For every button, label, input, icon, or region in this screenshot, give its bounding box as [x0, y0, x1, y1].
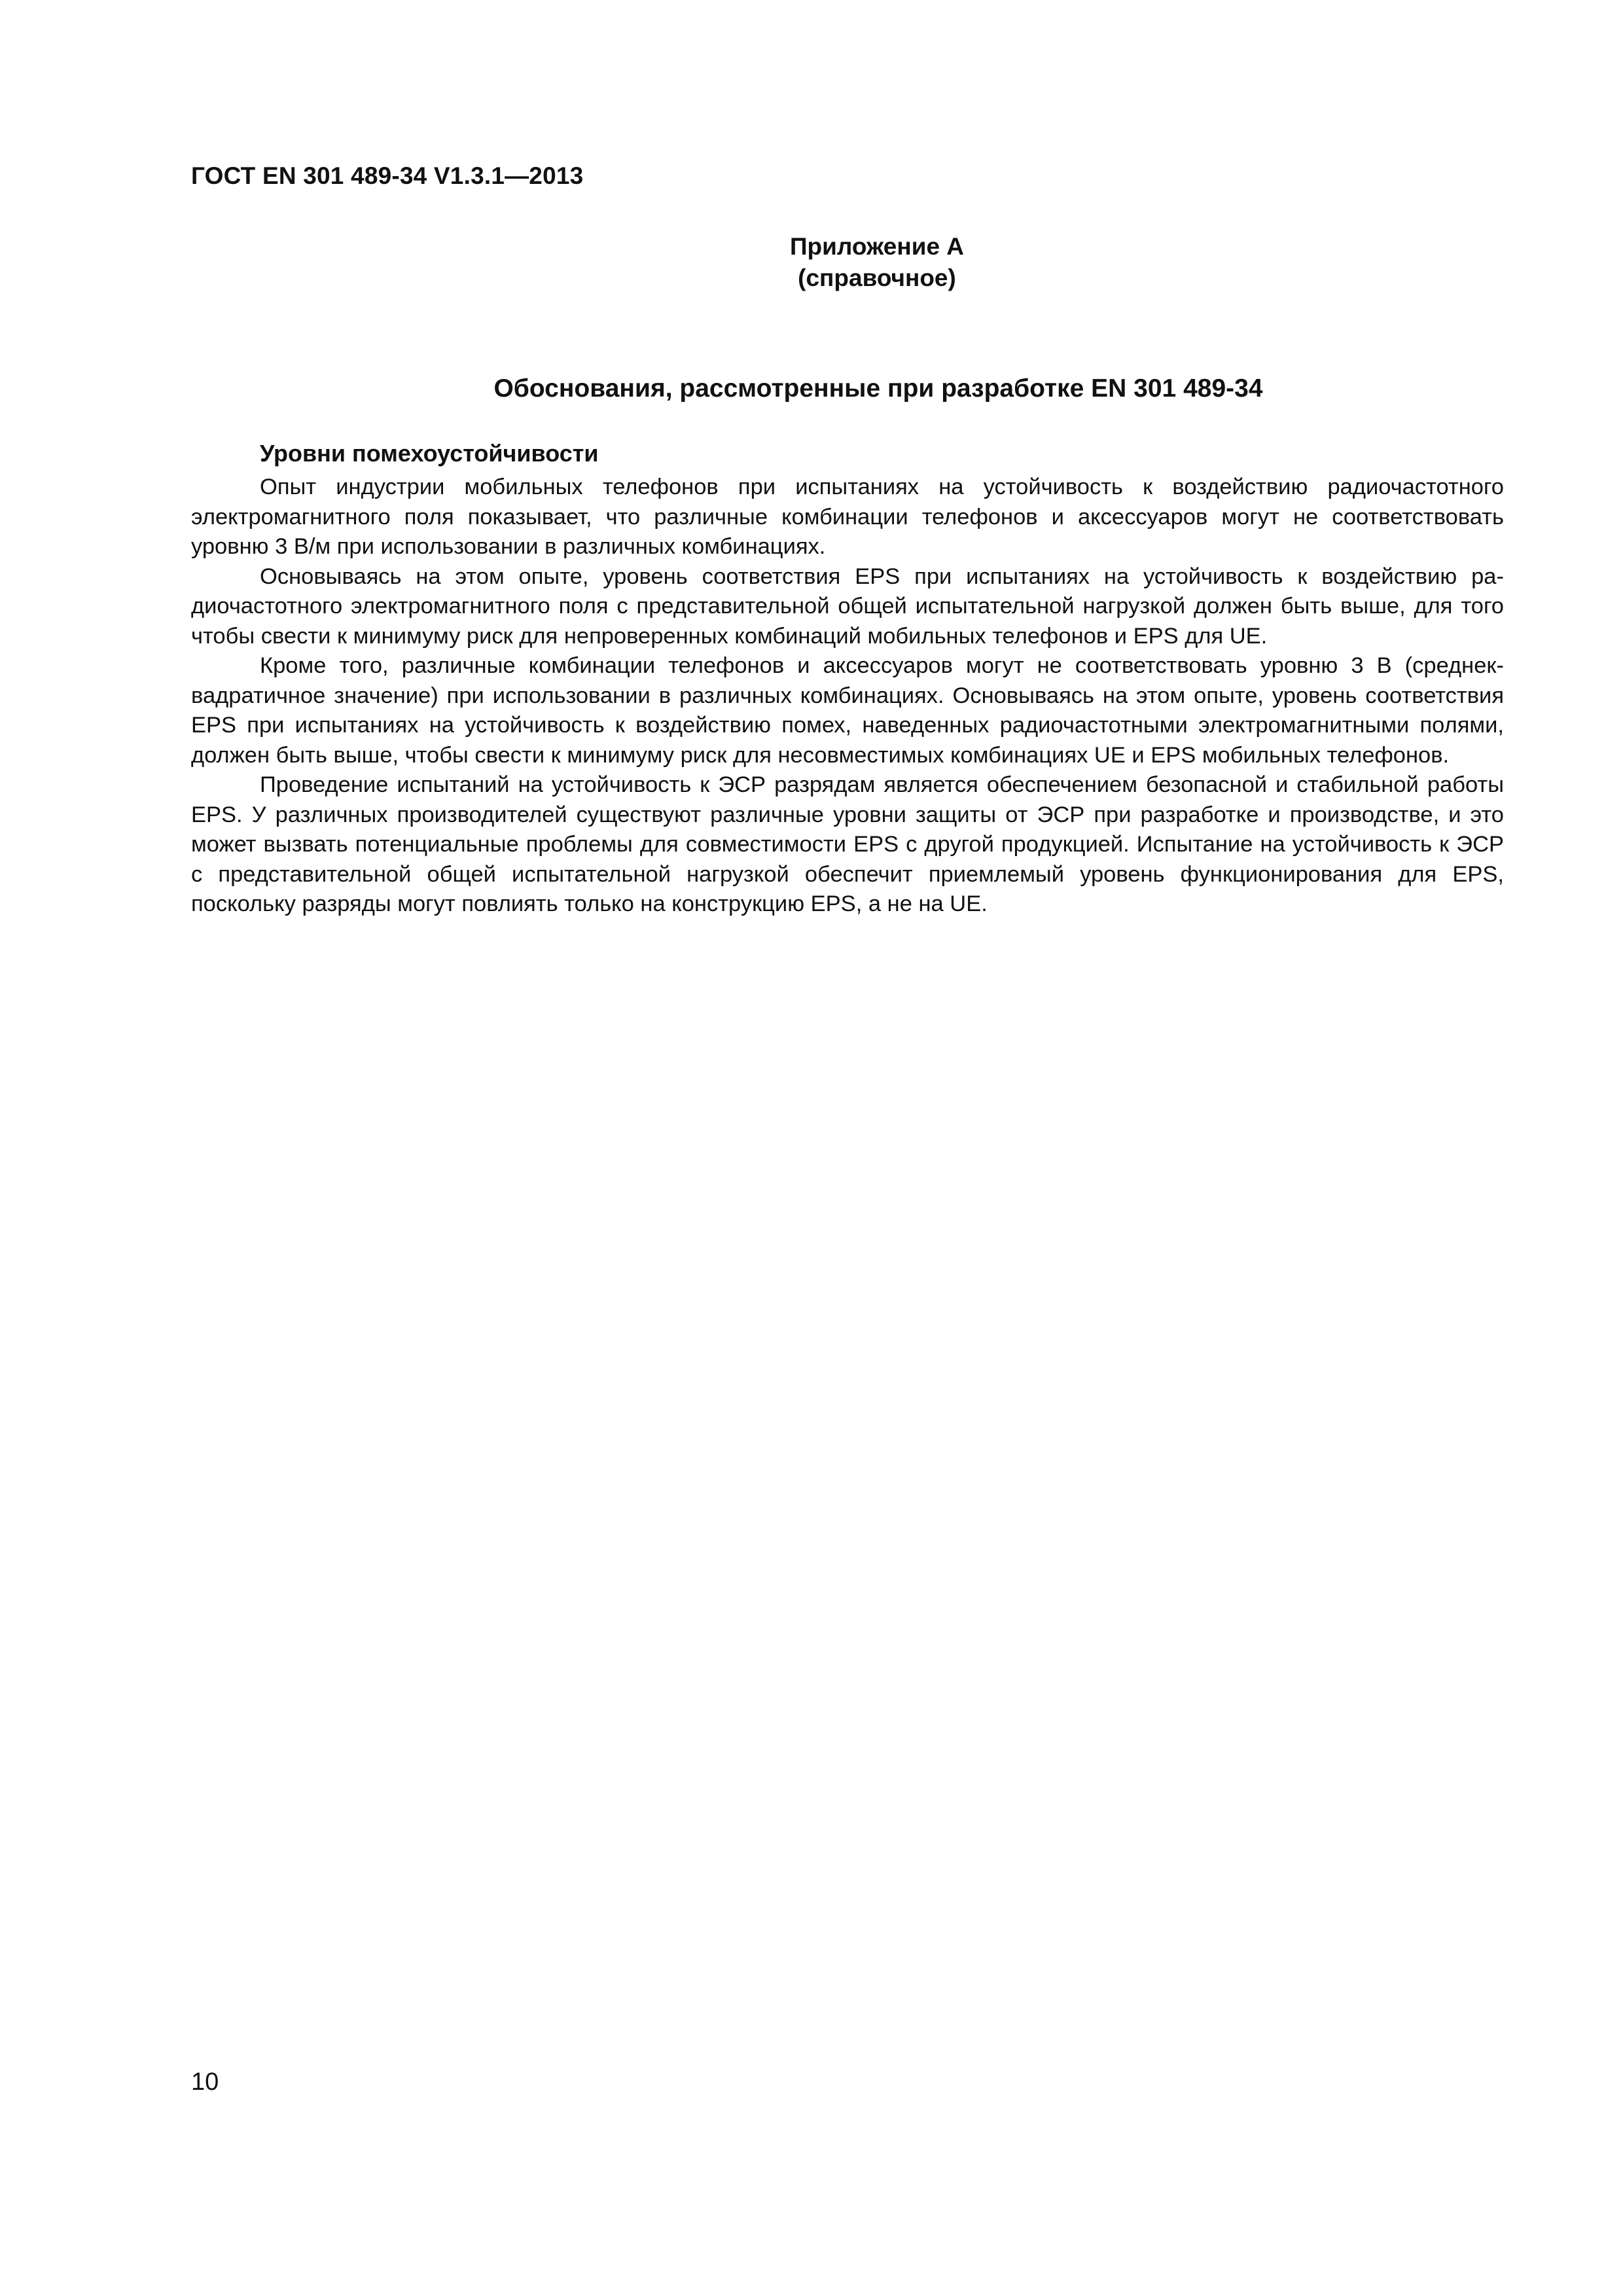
section-title-wrapper: [191, 374, 1513, 403]
annex-heading: [707, 231, 1047, 294]
paragraph-4: Проведение испытаний на устойчивость к ЭСР разрядам является обеспечением безопасной и стабильной работы EPS. У различных производителей существуют различные уровни защиты от ЭСР при разработке и производстве, и это может вызвать потенциальные проблемы для совместимости EPS с другой продукцией. Испытание на устойчивость к ЭСР с представительной общей испытательной нагрузкой обеспечит приемлемый уровень функционирования для EPS, поскольку разряды могут повлиять только на конструкцию EPS, а не на UE.: [191, 772, 1504, 916]
paragraph-3: Кроме того, различные комбинации телефонов и аксессуаров могут не соответствовать уровню 3 В (среднеквадратичное значение) при использовании в различных комбинациях. Основываясь на этом опыте, уровень соответствия EPS при испытаниях на устойчивость к воздействию помех, наведенных радиочастотными электромагнитными полями, должен быть выше, чтобы свести к минимуму риск для несовместимых комбинациях UE и EPS мобильных телефонов.: [191, 653, 1504, 768]
page-number: 10: [191, 2068, 219, 2096]
body-text: [191, 473, 1504, 920]
paragraph-2: Основываясь на этом опыте, уровень соответствия EPS при испытаниях на устойчивость к воздействию радиочастотного электромагнитного поля с представительной общей испытательной нагрузкой должен быть выше, для того чтобы свести к минимуму риск для непроверенных комбинаций мобильных телефонов и EPS для UE.: [191, 564, 1504, 649]
annex-status: (справочное): [798, 264, 956, 291]
paragraph-1: Опыт индустрии мобильных телефонов при испытаниях на устойчивость к воздействию радиочастотного электромагнитного поля показывает, что различные комбинации телефонов и аксессуаров могут не соответствовать уровню 3 В/м при использовании в различных комбинациях.: [191, 475, 1504, 559]
section-title: Обоснования, рассмотренные при разработке EN 301 489-34: [493, 374, 1263, 403]
subheading: Уровни помехоустойчивости: [260, 440, 599, 467]
document-header: ГОСТ EN 301 489-34 V1.3.1—2013: [191, 162, 584, 189]
annex-label: Приложение А: [789, 233, 965, 260]
